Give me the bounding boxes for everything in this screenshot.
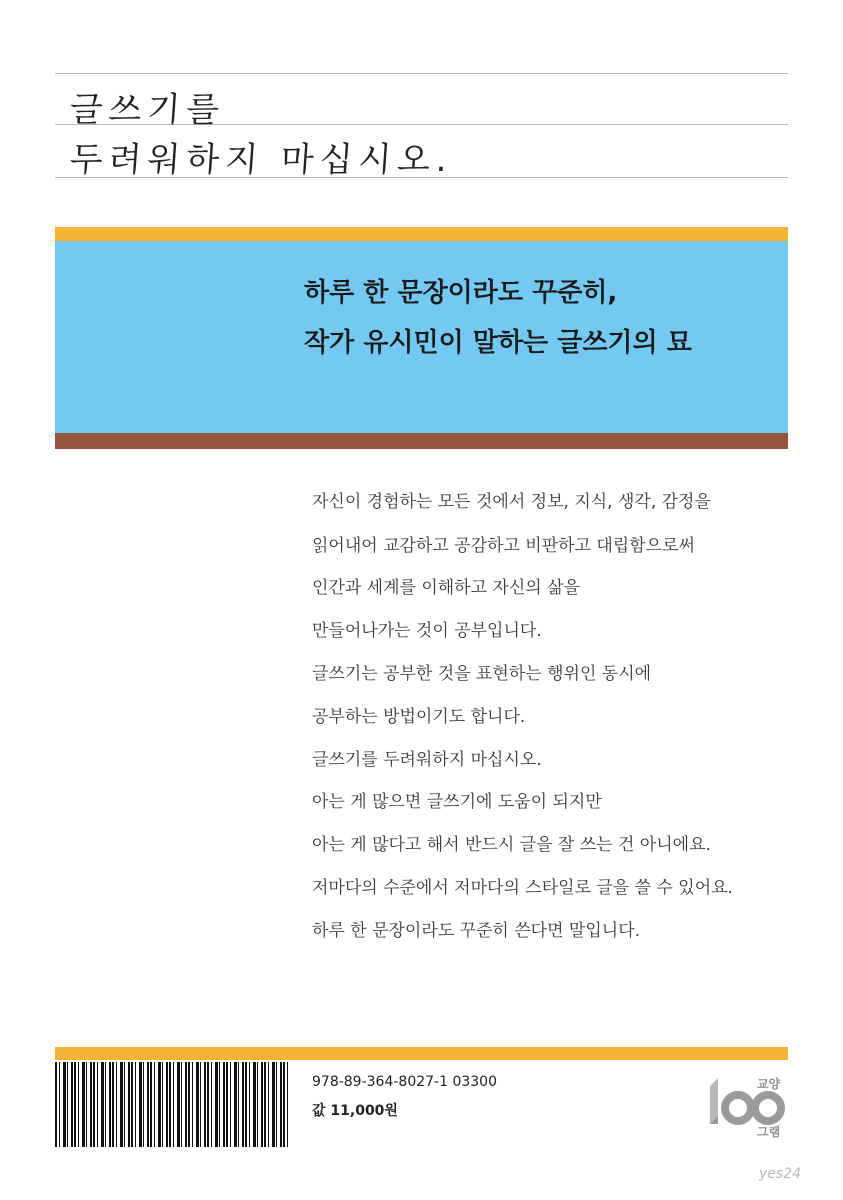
body-line: 아는 게 많으면 글쓰기에 도움이 되지만 — [312, 792, 602, 812]
body-line: 자신이 경험하는 모든 것에서 정보, 지식, 생각, 감정을 — [312, 492, 711, 512]
body-line: 만들어나가는 것이 공부입니다. — [312, 621, 542, 641]
handwritten-line-1: 글쓰기를 — [68, 90, 227, 130]
handwritten-line-2: 두려워하지 마십시오. — [68, 140, 455, 180]
watermark: yes24 — [759, 1166, 802, 1182]
headline-line-1: 하루 한 문장이라도 꾸준히, — [304, 278, 618, 308]
body-line: 글쓰기는 공부한 것을 표현하는 행위인 동시에 — [312, 664, 652, 684]
top-accent-band — [55, 227, 788, 241]
body-line: 공부하는 방법이기도 합니다. — [312, 707, 526, 727]
body-line: 읽어내어 교감하고 공감하고 비판하고 대립함으로써 — [312, 536, 695, 556]
price: 값 11,000원 — [312, 1103, 398, 1119]
barcode — [55, 1062, 291, 1147]
headline-line-2: 작가 유시민이 말하는 글쓰기의 묘 — [304, 328, 692, 358]
body-line: 아는 게 많다고 해서 반드시 글을 잘 쓰는 건 아니에요. — [312, 835, 711, 855]
bottom-accent-band — [55, 1047, 788, 1060]
brown-accent-band — [55, 433, 788, 449]
logo-label-bottom: 그램 — [757, 1125, 781, 1139]
body-line: 글쓰기를 두려워하지 마십시오. — [312, 750, 542, 770]
body-line: 하루 한 문장이라도 꾸준히 쓴다면 말입니다. — [312, 921, 641, 941]
body-line: 인간과 세계를 이해하고 자신의 삶을 — [312, 578, 580, 598]
body-line: 저마다의 수준에서 저마다의 스타일로 글을 쓸 수 있어요. — [312, 878, 733, 898]
ruled-line — [55, 73, 788, 74]
isbn: 978-89-364-8027-1 03300 — [312, 1074, 497, 1090]
logo-label-top: 교양 — [757, 1077, 781, 1091]
